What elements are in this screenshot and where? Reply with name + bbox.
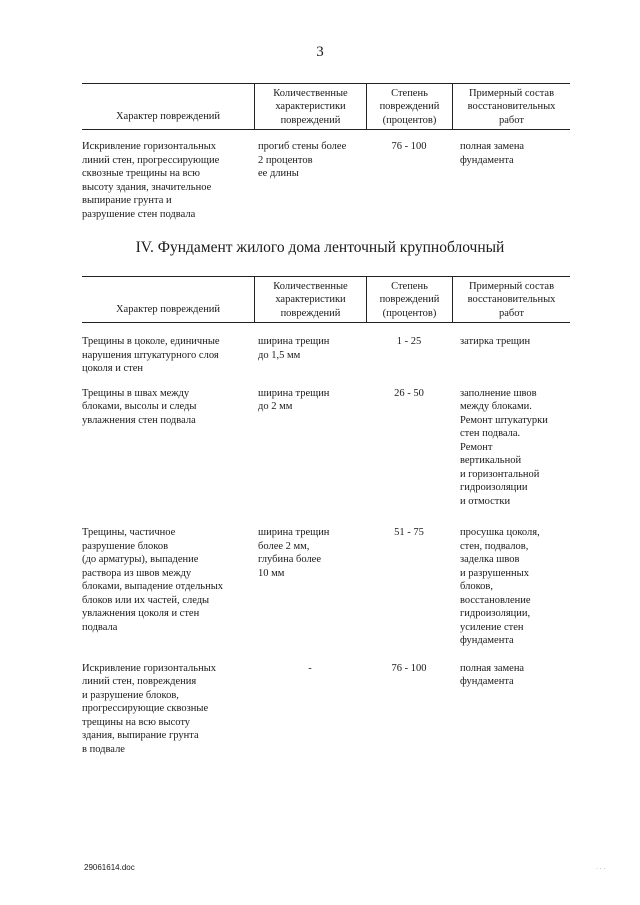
table-row	[82, 526, 570, 648]
table-row	[82, 140, 570, 221]
cell-works: полная замена фундамента	[460, 141, 525, 166]
footer-filename: 29061614.doc	[84, 863, 135, 872]
cell-quantity: -	[308, 662, 312, 674]
cell-degree: 76 - 100	[391, 662, 427, 674]
cell-degree: 1 - 25	[396, 336, 422, 347]
cell-degree: 51 - 75	[394, 527, 424, 538]
header-quantity: Количественные характеристики повреждений	[254, 277, 366, 322]
header-works: Примерный состав восстановительных работ	[452, 84, 570, 129]
table-header	[82, 276, 570, 323]
cell-nature: Искривление горизонтальных линий стен, повреждения и разрушение блоков, прогрессирующие сквозные трещины на всю высоту здания, выпирание грунта в подвале	[82, 662, 216, 755]
page-number: 3	[316, 44, 324, 60]
header-quantity: Количественные характеристики повреждений	[254, 84, 366, 129]
cell-nature: Трещины в цоколе, единичные нарушения штукатурного слоя цоколя и стен	[82, 336, 220, 374]
cell-works: затирка трещин	[460, 336, 531, 347]
cell-quantity: прогиб стены более 2 процентов ее длины	[258, 141, 347, 179]
table-row	[82, 662, 570, 757]
header-works: Примерный состав восстановительных работ	[452, 277, 570, 322]
cell-works: полная замена фундамента	[460, 662, 525, 687]
cell-quantity: ширина трещин более 2 мм, глубина более 10 мм	[258, 527, 330, 579]
damage-table-2	[82, 276, 570, 756]
cell-works: просушка цоколя, стен, подвалов, заделка швов и разрушенных блоков, восстановление гидроизоляции, усиление стен фундамента	[460, 527, 540, 646]
cell-quantity: ширина трещин до 2 мм	[258, 387, 330, 412]
header-nature: Характер повреждений	[115, 110, 221, 122]
cell-nature: Трещины в швах между блоками, высолы и следы увлажнения стен подвала	[82, 387, 197, 426]
header-degree: Степень повреждений (процентов)	[366, 277, 452, 322]
cell-degree: 76 - 100	[391, 141, 427, 152]
cell-degree: 26 - 50	[394, 387, 424, 399]
section-heading: IV. Фундамент жилого дома ленточный крупноблочный	[135, 239, 505, 256]
damage-table-1	[82, 83, 570, 221]
header-nature: Характер повреждений	[115, 303, 221, 315]
table-header	[82, 83, 570, 130]
table-row	[82, 387, 570, 509]
table-row	[82, 335, 570, 376]
cell-nature: Искривление горизонтальных линий стен, прогрессирующие сквозные трещины на всю высоту здания, значительное выпирание грунта и разрушение стен подвала	[82, 141, 220, 220]
footer-marks: · · ·	[596, 866, 606, 872]
cell-works: заполнение швов между блоками. Ремонт штукатурки стен подвала. Ремонт вертикальной и горизонтальной гидроизоляции и отмостки	[460, 387, 548, 507]
header-degree: Степень повреждений (процентов)	[366, 84, 452, 129]
cell-quantity: ширина трещин до 1,5 мм	[258, 336, 330, 361]
cell-nature: Трещины, частичное разрушение блоков (до арматуры), выпадение раствора из швов между блоками, выпадение отдельных блоков или их частей, следы увлажнения цоколя и стен подвала	[82, 527, 224, 633]
